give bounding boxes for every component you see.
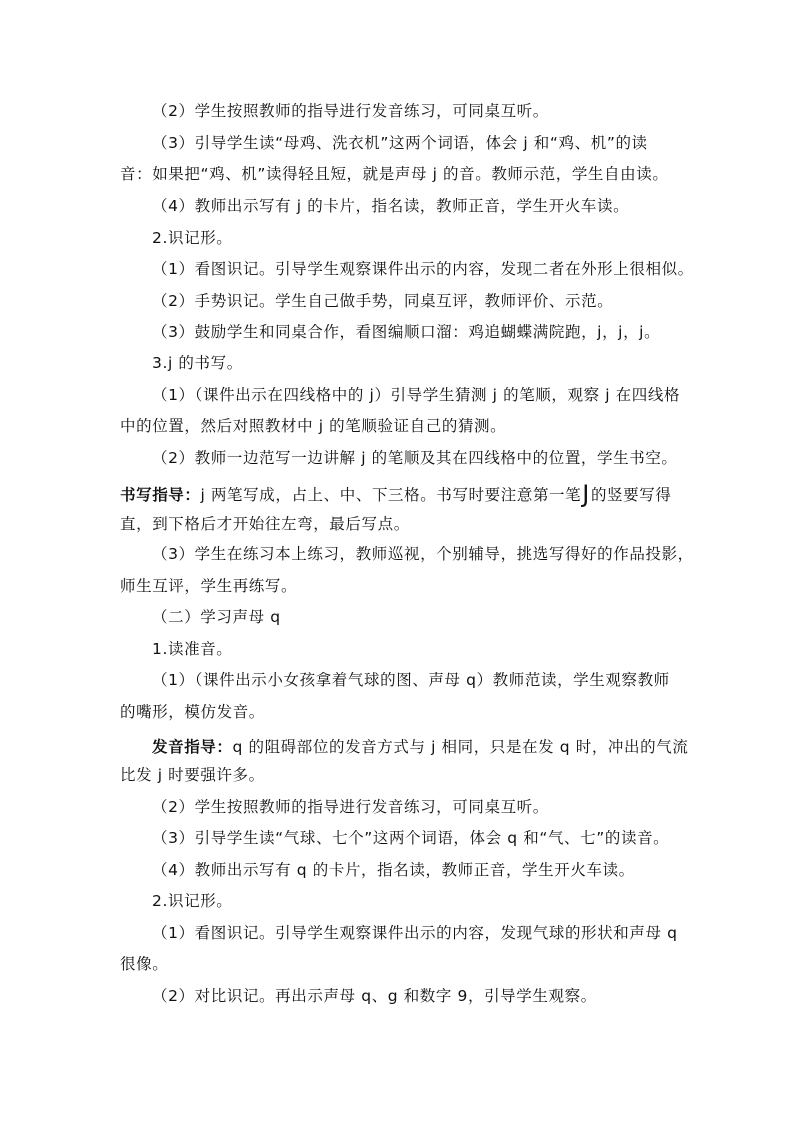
section-heading: 3.j 的书写。 [152,354,243,372]
writing-guide-text-end: 的竖要写得 [590,486,672,504]
section-heading: 1.读准音。 [152,640,233,658]
paragraph-line: 音：如果把“鸡、机”读得轻且短，就是声母 j 的音。教师示范，学生自由读。 [120,165,669,183]
paragraph-line: 师生互评，学生再练写。 [120,577,298,595]
paragraph-line: （1）看图识记。引导学生观察课件出示的内容，发现气球的形状和声母 q [152,924,678,942]
paragraph-line: （2）学生按照教师的指导进行发音练习，可同桌互听。 [152,798,549,816]
paragraph-line: （2）教师一边范写一边讲解 j 的笔顺及其在四线格中的位置，学生书空。 [152,449,678,467]
paragraph-line: （4）教师出示写有 q 的卡片，指名读，教师正音，学生开火车读。 [152,861,635,879]
paragraph-line: （1）看图识记。引导学生观察课件出示的内容，发现二者在外形上很相似。 [152,260,694,278]
section-heading: 2.识记形。 [152,229,233,247]
writing-guide-label: 书写指导： [120,486,201,504]
paragraph-line: （3）引导学生读“母鸡、洗衣机”这两个词语，体会 j 和“鸡、机”的读 [152,134,648,152]
paragraph-line: （1）（课件出示在四线格中的 j）引导学生猜测 j 的笔顺，观察 j 在四线格 [152,386,681,404]
paragraph-line: （3）引导学生读“气球、七个”这两个词语，体会 q 和“气、七”的读音。 [152,829,670,847]
writing-guide-line [120,480,672,508]
pronunciation-guide-label: 发音指导： [152,738,233,756]
section-heading: （二）学习声母 q [152,608,281,626]
paragraph-line: （3）学生在练习本上练习，教师巡视，个别辅导，挑选写得好的作品投影， [152,545,694,563]
paragraph-line: （2）对比识记。再出示声母 q、g 和数字 9，引导学生观察。 [152,987,597,1005]
section-heading: 2.识记形。 [152,892,233,910]
paragraph-line: 很像。 [120,955,169,973]
paragraph-line: 的嘴形，模仿发音。 [120,703,265,721]
paragraph-line: 直，到下格后才开始往左弯，最后写点。 [120,515,410,533]
paragraph-line: （3）鼓励学生和同桌合作，看图编顺口溜：鸡追蝴蝶满院跑，j，j，j。 [152,323,661,341]
paragraph-line: 中的位置，然后对照教材中 j 的笔顺验证自己的猜测。 [120,417,507,435]
paragraph-line: （2）学生按照教师的指导进行发音练习，可同桌互听。 [152,102,549,120]
paragraph-line: （1）（课件出示小女孩拿着气球的图、声母 q）教师范读，学生观察教师 [152,671,670,689]
pronunciation-guide-text: q 的阻碍部位的发音方式与 j 相同，只是在发 q 时，冲出的气流 [232,738,689,756]
paragraph-line: （2）手势识记。学生自己做手势，同桌互评，教师评价、示范。 [152,292,614,310]
writing-guide-text: j 两笔写成，占上、中、下三格。书写时要注意第一笔 [200,486,582,504]
pronunciation-guide-line [152,736,688,758]
stroke-glyph: J [582,480,590,508]
paragraph-line: （4）教师出示写有 j 的卡片，指名读，教师正音，学生开火车读。 [152,197,630,215]
paragraph-line: 比发 j 时要强许多。 [120,766,265,784]
